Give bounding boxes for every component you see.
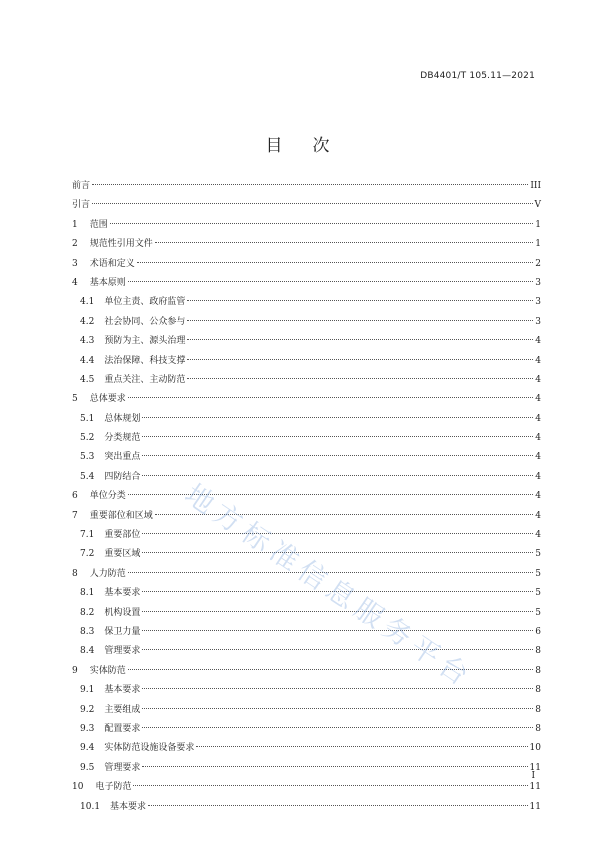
toc-leader-dots — [187, 378, 533, 379]
toc-entry[interactable] — [72, 778, 541, 797]
toc-leader-dots — [142, 455, 533, 456]
toc-entry-page: 2 — [535, 258, 541, 269]
toc-entry-label: 重点关注、主动防范 — [104, 374, 186, 385]
toc-leader-dots — [142, 630, 533, 631]
toc-entry-number: 8.1 — [80, 588, 95, 599]
toc-entry-label: 单位分类 — [89, 491, 126, 502]
toc-entry-page: 11 — [529, 762, 541, 773]
toc-entry[interactable] — [72, 371, 541, 390]
toc-entry-number: 4.3 — [80, 336, 95, 347]
toc-entry-page: 4 — [535, 510, 541, 521]
toc-entry-page: 4 — [535, 355, 541, 366]
toc-entry-label: 管理要求 — [104, 762, 141, 773]
toc-leader-dots — [128, 397, 534, 398]
toc-entry-number: 9.5 — [80, 762, 95, 773]
toc-entry[interactable] — [72, 216, 541, 235]
toc-entry[interactable] — [72, 313, 541, 332]
toc-entry-page: 11 — [529, 801, 541, 812]
toc-entry-number: 9.1 — [80, 685, 95, 696]
toc-entry-number: 5 — [72, 394, 78, 405]
toc-entry-number: 5.3 — [80, 452, 95, 463]
toc-entry[interactable] — [72, 468, 541, 487]
toc-leader-dots — [142, 708, 533, 709]
toc-entry-page: 8 — [535, 704, 541, 715]
toc-leader-dots — [92, 184, 528, 185]
toc-entry-page: 3 — [535, 316, 541, 327]
toc-entry-label: 管理要求 — [104, 646, 141, 657]
toc-entry-number: 9.4 — [80, 743, 95, 754]
toc-entry[interactable] — [72, 255, 541, 274]
toc-entry-number: 6 — [72, 491, 78, 502]
toc-leader-dots — [142, 688, 533, 689]
toc-entry[interactable] — [72, 798, 541, 817]
toc-entry-label: 机构设置 — [104, 607, 141, 618]
toc-entry-number: 7.1 — [80, 530, 95, 541]
watermark-text: 地方标准信息服务平台 — [178, 477, 480, 695]
toc-entry-number: 4.5 — [80, 374, 95, 385]
document-code: DB4401/T 105.11—2021 — [420, 71, 535, 81]
toc-entry-label: 基本要求 — [104, 685, 141, 696]
toc-entry[interactable] — [72, 332, 541, 351]
toc-entry[interactable] — [72, 352, 541, 371]
toc-entry-label: 总体规划 — [104, 413, 141, 424]
toc-leader-dots — [142, 727, 533, 728]
toc-entry-label: 社会协同、公众参与 — [104, 316, 186, 327]
toc-entry-label: 主要组成 — [104, 704, 141, 715]
toc-entry[interactable] — [72, 196, 541, 215]
toc-entry-page: 5 — [535, 549, 541, 560]
toc-entry-number: 5.4 — [80, 471, 95, 482]
toc-entry-label: 基本要求 — [110, 801, 147, 812]
toc-entry-number: 4.4 — [80, 355, 95, 366]
toc-entry-number: 10 — [72, 782, 84, 793]
toc-entry-number: 2 — [72, 239, 78, 250]
toc-entry[interactable] — [72, 526, 541, 545]
toc-entry-page: 4 — [535, 433, 541, 444]
toc-entry-number: 8.3 — [80, 626, 95, 637]
toc-entry[interactable] — [72, 623, 541, 642]
toc-leader-dots — [142, 417, 533, 418]
toc-leader-dots — [110, 223, 534, 224]
toc-entry-label: 保卫力量 — [104, 626, 141, 637]
toc-leader-dots — [128, 281, 534, 282]
toc-entry-label: 重要区域 — [104, 549, 141, 560]
toc-entry[interactable] — [72, 701, 541, 720]
toc-entry-number: 10.1 — [80, 801, 101, 812]
toc-entry-label: 电子防范 — [95, 782, 132, 793]
toc-entry-number: 8 — [72, 568, 78, 579]
page-number: I — [531, 771, 535, 781]
toc-entry-label: 突出重点 — [104, 452, 141, 463]
toc-entry-label: 基本要求 — [104, 588, 141, 599]
toc-leader-dots — [142, 436, 533, 437]
toc-entry-label: 单位主责、政府监管 — [104, 297, 186, 308]
toc-leader-dots — [155, 242, 534, 243]
toc-leader-dots — [133, 785, 527, 786]
table-of-contents — [72, 177, 541, 817]
toc-entry[interactable] — [72, 604, 541, 623]
toc-entry-number: 8.2 — [80, 607, 95, 618]
toc-entry[interactable] — [72, 448, 541, 467]
toc-entry[interactable] — [72, 487, 541, 506]
toc-entry[interactable] — [72, 410, 541, 429]
toc-leader-dots — [196, 746, 527, 747]
toc-leader-dots — [187, 359, 533, 360]
toc-entry-page: 4 — [535, 452, 541, 463]
toc-entry-page: 1 — [535, 219, 541, 230]
toc-entry-page: 5 — [535, 607, 541, 618]
toc-entry-label: 规范性引用文件 — [89, 239, 153, 250]
toc-leader-dots — [187, 339, 533, 340]
toc-entry-page: 11 — [529, 782, 541, 793]
toc-leader-dots — [148, 805, 527, 806]
toc-entry-label: 实体防范设施设备要求 — [104, 743, 195, 754]
toc-entry[interactable] — [72, 739, 541, 758]
toc-entry-number: 8.4 — [80, 646, 95, 657]
toc-entry-page: 4 — [535, 491, 541, 502]
toc-entry[interactable] — [72, 274, 541, 293]
toc-entry-page: 4 — [535, 394, 541, 405]
toc-leader-dots — [142, 533, 533, 534]
toc-entry-label: 四防结合 — [104, 471, 141, 482]
toc-entry-label: 配置要求 — [104, 723, 141, 734]
toc-entry-page: 4 — [535, 530, 541, 541]
toc-entry-page: 4 — [535, 374, 541, 385]
toc-entry-label: 人力防范 — [89, 568, 126, 579]
toc-entry-label: 重要部位和区域 — [89, 510, 153, 521]
toc-entry-number: 9 — [72, 665, 78, 676]
toc-entry-page: III — [530, 181, 541, 191]
toc-leader-dots — [137, 262, 534, 263]
toc-entry-number: 5.1 — [80, 413, 95, 424]
toc-entry-number: 5.2 — [80, 433, 95, 444]
toc-entry-page: 4 — [535, 413, 541, 424]
toc-entry-page: 1 — [535, 239, 541, 250]
toc-entry-label: 术语和定义 — [89, 258, 135, 269]
toc-entry-number: 7.2 — [80, 549, 95, 560]
toc-leader-dots — [92, 203, 532, 204]
toc-entry-number: 9.2 — [80, 704, 95, 715]
toc-entry-page: 3 — [535, 277, 541, 288]
toc-entry-page: 10 — [529, 743, 541, 754]
toc-leader-dots — [187, 320, 533, 321]
toc-entry-number: 4 — [72, 277, 78, 288]
toc-entry-number: 4.2 — [80, 316, 95, 327]
toc-entry[interactable] — [72, 177, 541, 196]
toc-entry-page: 4 — [535, 336, 541, 347]
toc-entry-label: 实体防范 — [89, 665, 126, 676]
toc-entry-number: 7 — [72, 510, 78, 521]
toc-entry[interactable] — [72, 293, 541, 312]
toc-entry-page: V — [534, 200, 541, 211]
toc-entry[interactable] — [72, 429, 541, 448]
toc-entry[interactable] — [72, 759, 541, 778]
toc-entry-number: 4.1 — [80, 297, 95, 308]
toc-entry[interactable] — [72, 390, 541, 409]
toc-leader-dots — [187, 300, 533, 301]
toc-entry-label: 范围 — [89, 219, 108, 230]
toc-entry-number: 3 — [72, 258, 78, 269]
toc-entry-page: 8 — [535, 685, 541, 696]
toc-entry-page: 5 — [535, 568, 541, 579]
toc-entry-label: 基本原则 — [89, 277, 126, 288]
toc-entry-page: 6 — [535, 626, 541, 637]
toc-entry[interactable] — [72, 235, 541, 254]
toc-entry-label: 引言 — [72, 200, 91, 211]
toc-entry-number: 1 — [72, 219, 78, 230]
toc-entry-label: 预防为主、源头治理 — [104, 336, 186, 347]
toc-entry-page: 8 — [535, 723, 541, 734]
title-char-2: 次 — [312, 136, 330, 156]
title-char-1: 目 — [265, 136, 283, 156]
toc-entry-page: 3 — [535, 297, 541, 308]
toc-leader-dots — [142, 766, 527, 767]
toc-entry-page: 8 — [535, 665, 541, 676]
toc-entry-label: 分类规范 — [104, 433, 141, 444]
toc-entry-number: 9.3 — [80, 723, 95, 734]
toc-entry-label: 重要部位 — [104, 530, 141, 541]
toc-leader-dots — [142, 649, 533, 650]
toc-entry-label: 总体要求 — [89, 394, 126, 405]
toc-entry-page: 8 — [535, 646, 541, 657]
toc-entry[interactable] — [72, 720, 541, 739]
toc-entry-page: 5 — [535, 588, 541, 599]
toc-entry-page: 4 — [535, 471, 541, 482]
toc-entry[interactable] — [72, 507, 541, 526]
toc-entry-label: 法治保障、科技支撑 — [104, 355, 186, 366]
page-title — [0, 131, 595, 156]
toc-entry-label: 前言 — [72, 181, 91, 191]
toc-leader-dots — [142, 552, 533, 553]
